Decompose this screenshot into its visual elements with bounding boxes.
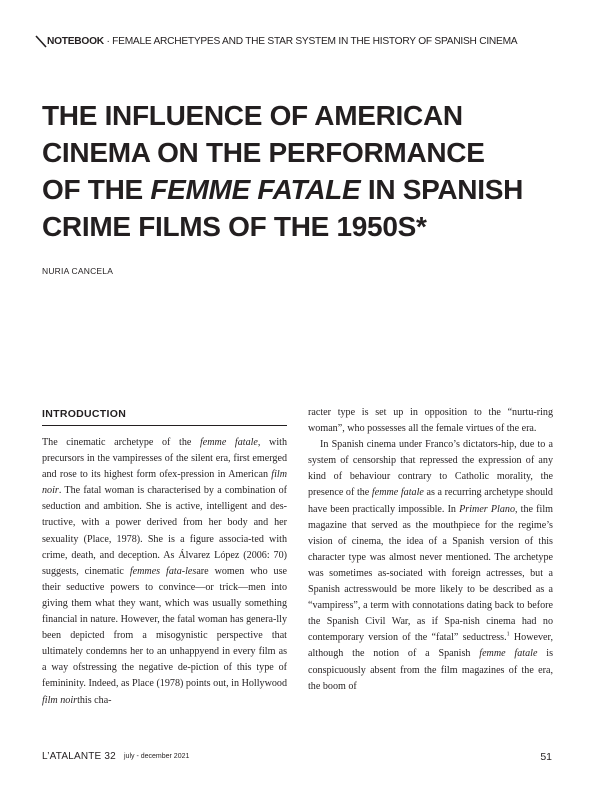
text-run: The cinematic archetype of the <box>42 437 200 448</box>
header-text <box>47 36 517 47</box>
text-run: , with precursors in the vampiresses of the silent era, first emerged and rose to its highest form ofex-pression in American <box>42 437 288 481</box>
italic-run: Primer Plano <box>459 503 515 515</box>
body-column-right <box>308 405 553 695</box>
article-title <box>42 97 542 245</box>
title-line-1: THE INFLUENCE OF AMERICAN <box>42 100 463 131</box>
footnote-marker[interactable]: 1 <box>506 631 510 638</box>
title-line-3 <box>42 171 542 208</box>
running-header <box>35 33 560 51</box>
paragraph <box>42 435 287 709</box>
title-line-3-italic: FEMME FATALE <box>150 174 361 205</box>
header-notebook-label: NOTEBOOK <box>47 36 104 47</box>
title-line-3-end: IN SPANISH <box>360 174 524 205</box>
text-run: this cha- <box>77 694 112 706</box>
text-run: as a recurring archetype should have been practically impossible. In <box>308 487 553 515</box>
text-run: , the film magazine that served as the mouthpiece for the regime’s vision of cinema, the idea of a Spanish version of this character type was almost never mentioned. The archetype was sometimes as-sociated with foreign actresses, but a Spanish actresswould be more likely to be described as a “vampiress”, a term with connotations dating back to before the Spanish Civil War, as if Spa-nish cinema had no contemporary version of the “fatal” seductress. <box>308 503 553 644</box>
italic-run: femmes fata-les <box>129 565 197 577</box>
journal-name: L’ATALANTE 32 <box>42 751 116 762</box>
paragraph <box>308 437 553 695</box>
italic-run: femme fatale <box>479 648 538 660</box>
italic-run: film noir <box>42 469 287 497</box>
text-run: is conspicuously absent from the film magazines of the era, the boom of <box>308 648 553 692</box>
text-run: . The fatal woman is characterised by a combination of seduction and ambition. She is active, intelligent and des-tructive, with a power derived from her body and her sexuality (Place, 1978). She is a figure associa-ted with crime, death, and deception. As Álvarez López (2006: 70) suggests, cinematic <box>42 485 287 577</box>
italic-run: film noir <box>42 694 78 706</box>
issue-date: july - december 2021 <box>124 753 190 760</box>
page-number: 51 <box>540 751 552 763</box>
paragraph: racter type is set up in opposition to the “nurtu-ring woman”, who possesses all the female virtues of the era. <box>308 407 553 435</box>
title-line-2: CINEMA ON THE PERFORMANCE <box>42 137 485 168</box>
text-run: In Spanish cinema under Franco’s dictators-hip, due to a system of censorship that repressed the expression of any kind of behaviour contrary to Catholic morality, the presence of the <box>308 439 553 499</box>
title-line-4: CRIME FILMS OF THE 1950S* <box>42 211 427 242</box>
title-line-3-start: OF THE <box>42 174 151 205</box>
text-run: However, although the notion of a Spanish <box>308 632 553 660</box>
italic-run: femme fatale <box>199 437 258 448</box>
page-footer <box>42 751 552 767</box>
section-heading: INTRODUCTION <box>42 408 287 426</box>
body-column-left <box>42 435 287 709</box>
header-section-label: · FEMALE ARCHETYPES AND THE STAR SYSTEM IN THE HISTORY OF SPANISH CINEMA <box>103 36 518 47</box>
text-run: are women who use their seductive powers to convince—or trick—men into giving them what they want, which was usually something financial in nature. However, the fatal woman has genera-lly been depicted from a misogynistic perspective that ultimately condemns her to an unhappyend in every film as a way ofstressing the negative de-piction of this type of femininity. Indeed, as Place (1978) points out, in Hollywood <box>42 565 287 690</box>
italic-run: femme fatale <box>371 487 424 499</box>
author-name: NURIA CANCELA <box>42 266 114 276</box>
